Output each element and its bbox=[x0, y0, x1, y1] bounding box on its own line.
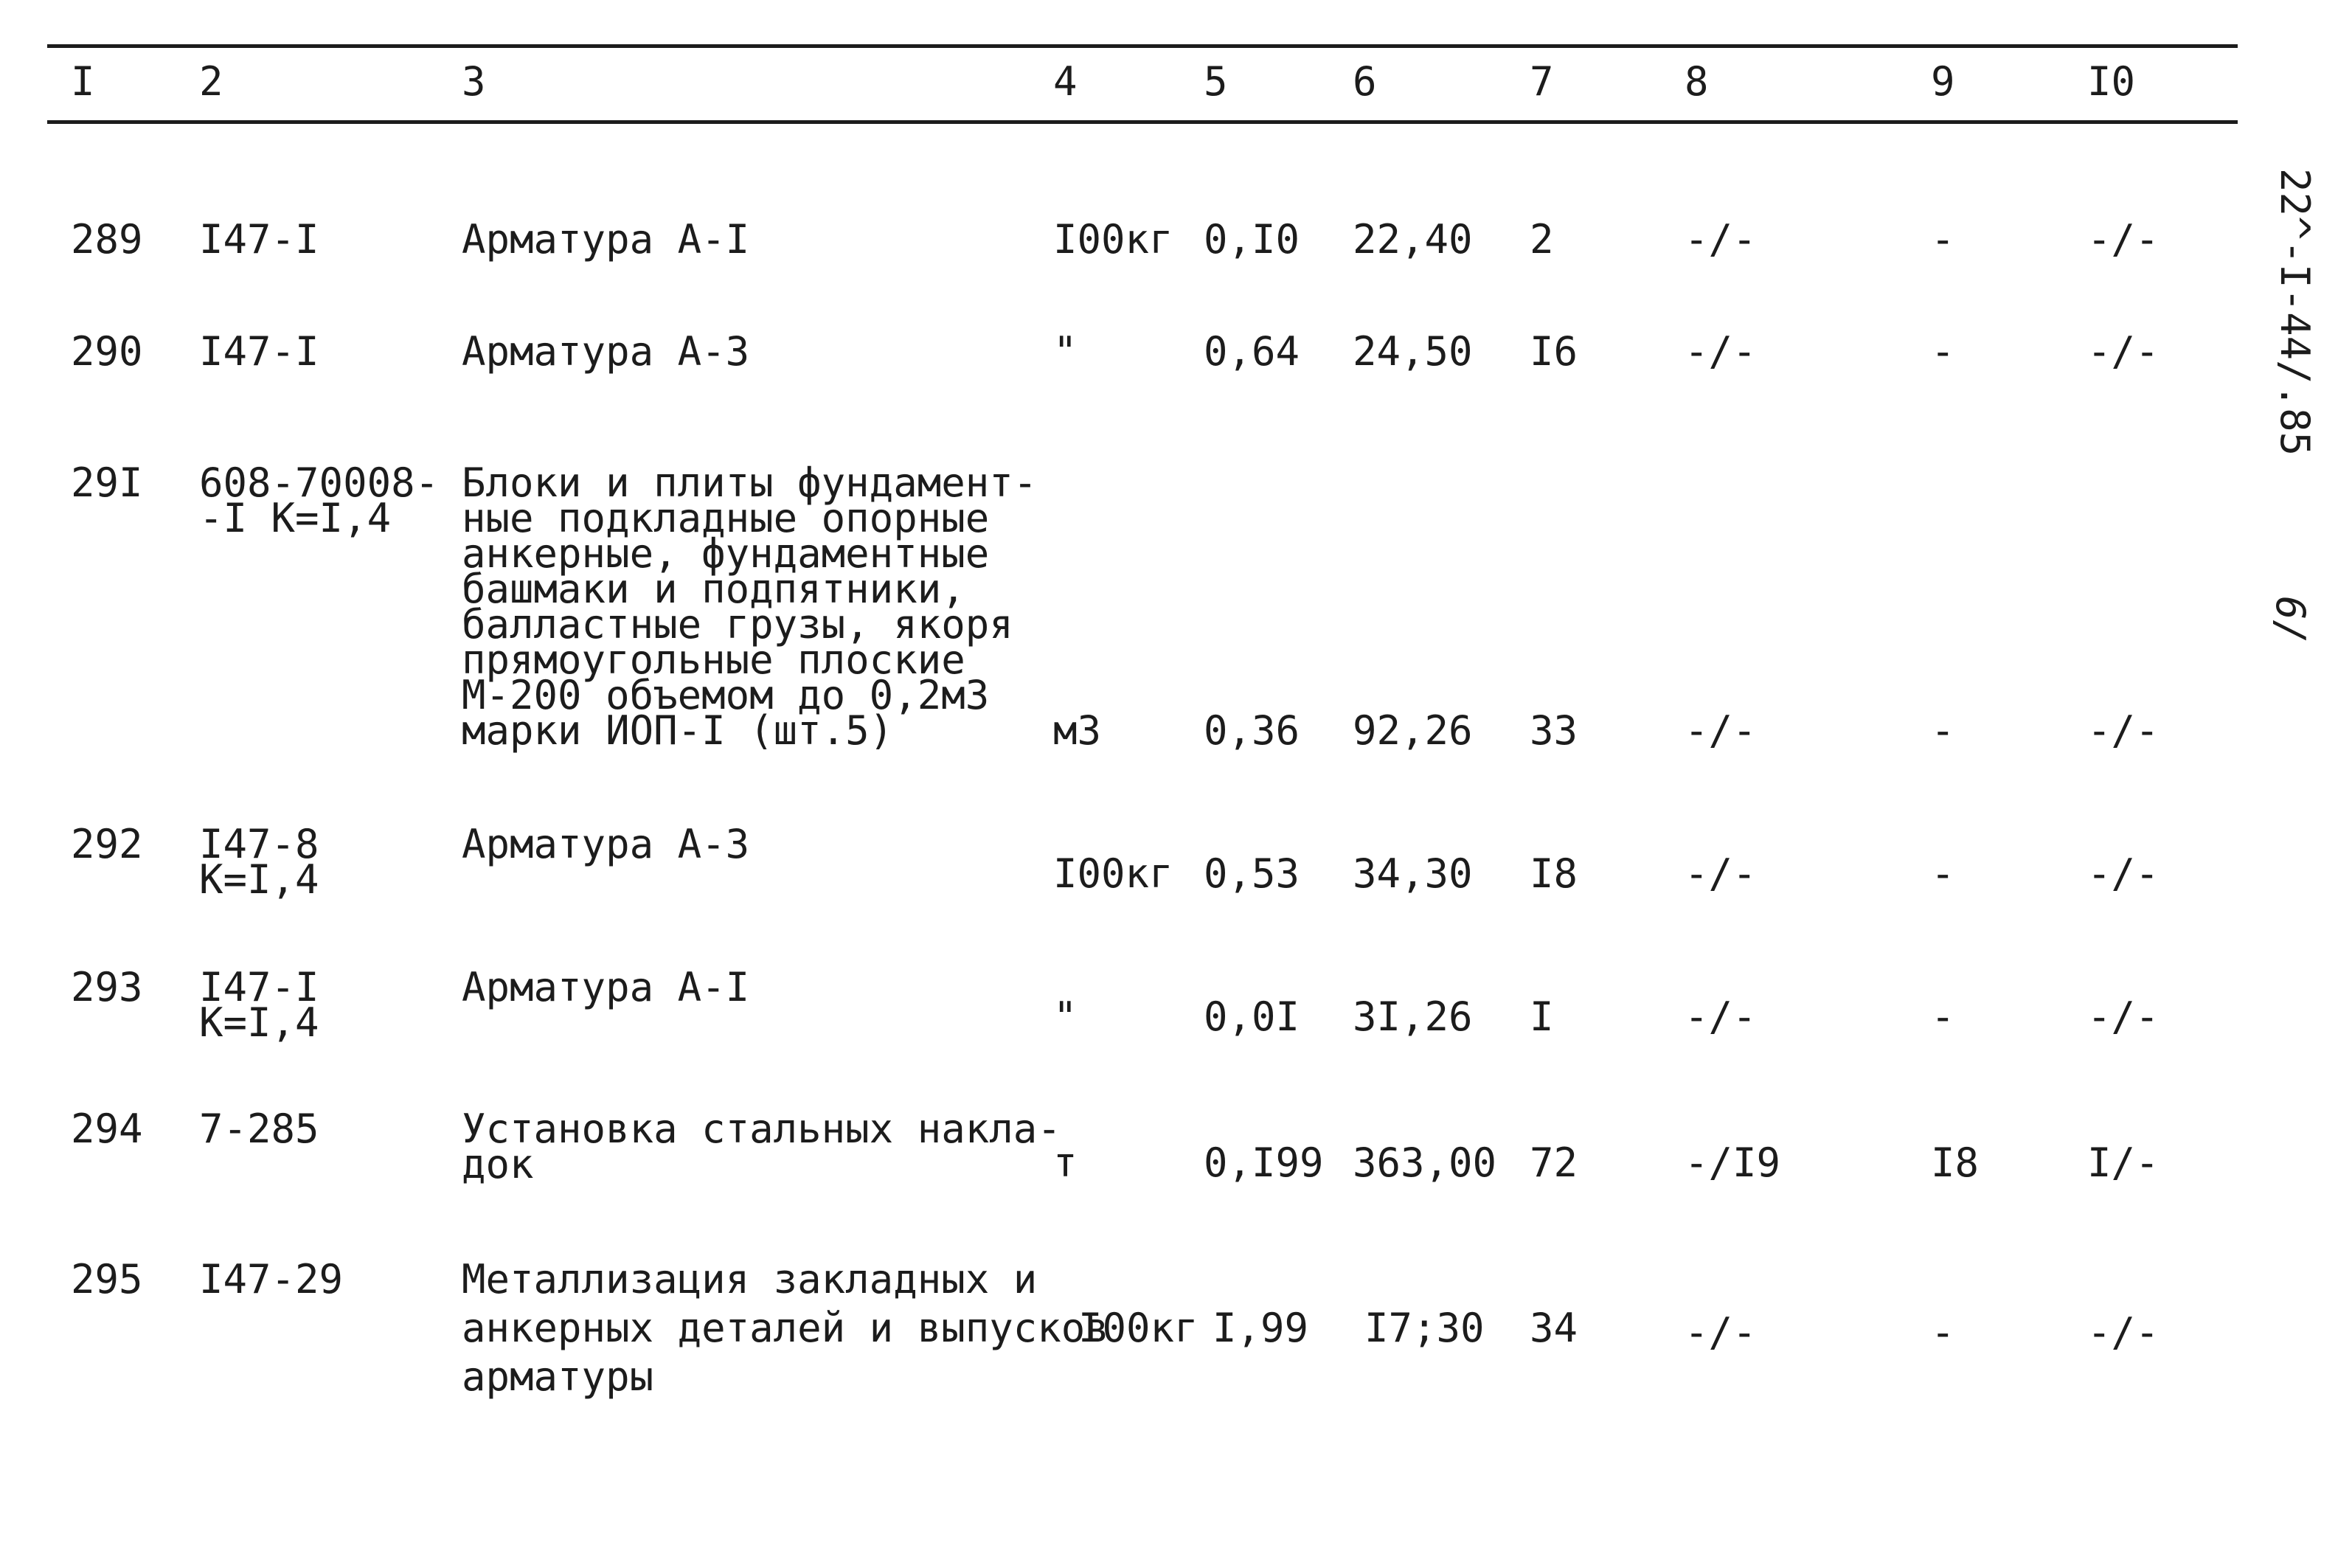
row-294-unit: т bbox=[1053, 1139, 1078, 1186]
row-295-number: 295 bbox=[71, 1256, 143, 1302]
row-291-name-line-7: М-200 объемом до 0,2м3 bbox=[462, 672, 990, 718]
row-294-col8: -/I9 bbox=[1685, 1139, 1781, 1186]
column-header-5: 5 bbox=[1204, 58, 1228, 105]
row-290-col10: -/- bbox=[2087, 328, 2160, 375]
row-289-price: 22,40 bbox=[1353, 216, 1473, 263]
row-289-col10: -/- bbox=[2087, 216, 2160, 263]
row-293-code-line-1: I47-I bbox=[199, 964, 319, 1010]
row-293-unit: " bbox=[1053, 993, 1078, 1040]
page-number: 6/ bbox=[2267, 596, 2314, 645]
column-header-3: 3 bbox=[462, 58, 486, 105]
row-294-code: 7-285 bbox=[199, 1106, 319, 1152]
row-295-col10: -/- bbox=[2087, 1309, 2160, 1356]
row-289-number: 289 bbox=[71, 216, 143, 263]
row-291-total: 33 bbox=[1530, 707, 1578, 754]
row-295-name-line-3: арматуры bbox=[462, 1353, 654, 1400]
row-293-quantity: 0,0I bbox=[1204, 993, 1300, 1040]
row-291-col8: -/- bbox=[1685, 707, 1757, 754]
row-290-quantity: 0,64 bbox=[1204, 328, 1300, 375]
row-290-name: Арматура А-3 bbox=[462, 328, 750, 375]
row-292-col8: -/- bbox=[1685, 850, 1757, 897]
row-294-name-line-1: Установка стальных накла- bbox=[462, 1106, 1061, 1152]
row-290-col9: - bbox=[1931, 328, 1955, 375]
column-header-2: 2 bbox=[199, 58, 223, 105]
row-289-col9: - bbox=[1931, 216, 1955, 263]
row-291-quantity: 0,36 bbox=[1204, 707, 1300, 754]
document-code-stamp: 22^-I-44/.85 bbox=[2272, 168, 2318, 457]
row-289-code: I47-I bbox=[199, 216, 319, 263]
table-header-rule bbox=[47, 120, 2238, 124]
row-290-unit: " bbox=[1053, 328, 1078, 375]
row-289-unit: I00кг bbox=[1053, 216, 1173, 263]
row-295-code: I47-29 bbox=[199, 1256, 344, 1302]
row-294-number: 294 bbox=[71, 1106, 143, 1152]
row-289-total: 2 bbox=[1530, 216, 1554, 263]
row-293-col9: - bbox=[1931, 993, 1955, 1040]
column-header-6: 6 bbox=[1353, 58, 1377, 105]
column-header-10: I0 bbox=[2087, 58, 2136, 105]
row-289-name: Арматура А-I bbox=[462, 216, 750, 263]
row-292-price: 34,30 bbox=[1353, 850, 1473, 897]
row-292-col10: -/- bbox=[2087, 850, 2160, 897]
row-292-quantity: 0,53 bbox=[1204, 850, 1300, 897]
row-293-number: 293 bbox=[71, 964, 143, 1010]
row-295-name-line-1: Металлизация закладных и bbox=[462, 1256, 1038, 1302]
column-header-1: I bbox=[71, 58, 95, 105]
row-293-price: 3I,26 bbox=[1353, 993, 1473, 1040]
row-291-name-line-3: анкерные, фундаментные bbox=[462, 530, 990, 577]
row-295-unit: I00кг bbox=[1078, 1305, 1198, 1351]
row-290-code: I47-I bbox=[199, 328, 319, 375]
row-294-col9: I8 bbox=[1931, 1139, 1980, 1186]
row-291-code-line-1: 608-70008- bbox=[199, 459, 440, 506]
row-292-col9: - bbox=[1931, 850, 1955, 897]
row-292-number: 292 bbox=[71, 821, 143, 867]
row-294-price: 363,00 bbox=[1353, 1139, 1497, 1186]
row-291-name-line-6: прямоугольные плоские bbox=[462, 636, 965, 683]
row-295-price: I7;30 bbox=[1364, 1305, 1485, 1351]
row-293-col8: -/- bbox=[1685, 993, 1757, 1040]
row-291-col10: -/- bbox=[2087, 707, 2160, 754]
column-header-7: 7 bbox=[1530, 58, 1554, 105]
row-289-quantity: 0,I0 bbox=[1204, 216, 1300, 263]
column-header-4: 4 bbox=[1053, 58, 1078, 105]
column-header-9: 9 bbox=[1931, 58, 1955, 105]
row-291-col9: - bbox=[1931, 707, 1955, 754]
row-292-unit: I00кг bbox=[1053, 850, 1173, 897]
row-294-name-line-2: док bbox=[462, 1141, 534, 1187]
row-291-code-line-2: -I К=I,4 bbox=[199, 495, 392, 541]
row-295-col8: -/- bbox=[1685, 1309, 1757, 1356]
row-289-col8: -/- bbox=[1685, 216, 1757, 263]
row-290-total: I6 bbox=[1530, 328, 1578, 375]
row-291-price: 92,26 bbox=[1353, 707, 1473, 754]
row-290-number: 290 bbox=[71, 328, 143, 375]
row-291-name-line-8: марки ИОП-I (шт.5) bbox=[462, 707, 894, 754]
row-290-price: 24,50 bbox=[1353, 328, 1473, 375]
row-293-code-line-2: К=I,4 bbox=[199, 999, 319, 1046]
row-290-col8: -/- bbox=[1685, 328, 1757, 375]
row-291-name-line-4: башмаки и подпятники, bbox=[462, 566, 965, 612]
table-top-rule bbox=[47, 44, 2238, 48]
row-292-code-line-1: I47-8 bbox=[199, 821, 319, 867]
row-291-name-line-2: ные подкладные опорные bbox=[462, 495, 990, 541]
row-295-total: 34 bbox=[1530, 1305, 1578, 1351]
row-293-name: Арматура А-I bbox=[462, 964, 750, 1010]
row-292-name: Арматура А-3 bbox=[462, 821, 750, 867]
row-292-total: I8 bbox=[1530, 850, 1578, 897]
row-294-quantity: 0,I99 bbox=[1204, 1139, 1324, 1186]
row-291-name-line-5: балластные грузы, якоря bbox=[462, 601, 1013, 648]
row-295-quantity: I,99 bbox=[1213, 1305, 1309, 1351]
row-293-total: I bbox=[1530, 993, 1554, 1040]
row-295-name-line-2: анкерных деталей и выпусков bbox=[462, 1305, 1109, 1351]
row-293-col10: -/- bbox=[2087, 993, 2160, 1040]
row-291-number: 29I bbox=[71, 459, 143, 506]
row-295-col9: - bbox=[1931, 1309, 1955, 1356]
column-header-8: 8 bbox=[1685, 58, 1709, 105]
row-294-col10: I/- bbox=[2087, 1139, 2160, 1186]
row-294-total: 72 bbox=[1530, 1139, 1578, 1186]
row-291-unit: м3 bbox=[1053, 707, 1102, 754]
row-291-name-line-1: Блоки и плиты фундамент- bbox=[462, 459, 1038, 506]
row-292-code-line-2: К=I,4 bbox=[199, 856, 319, 903]
